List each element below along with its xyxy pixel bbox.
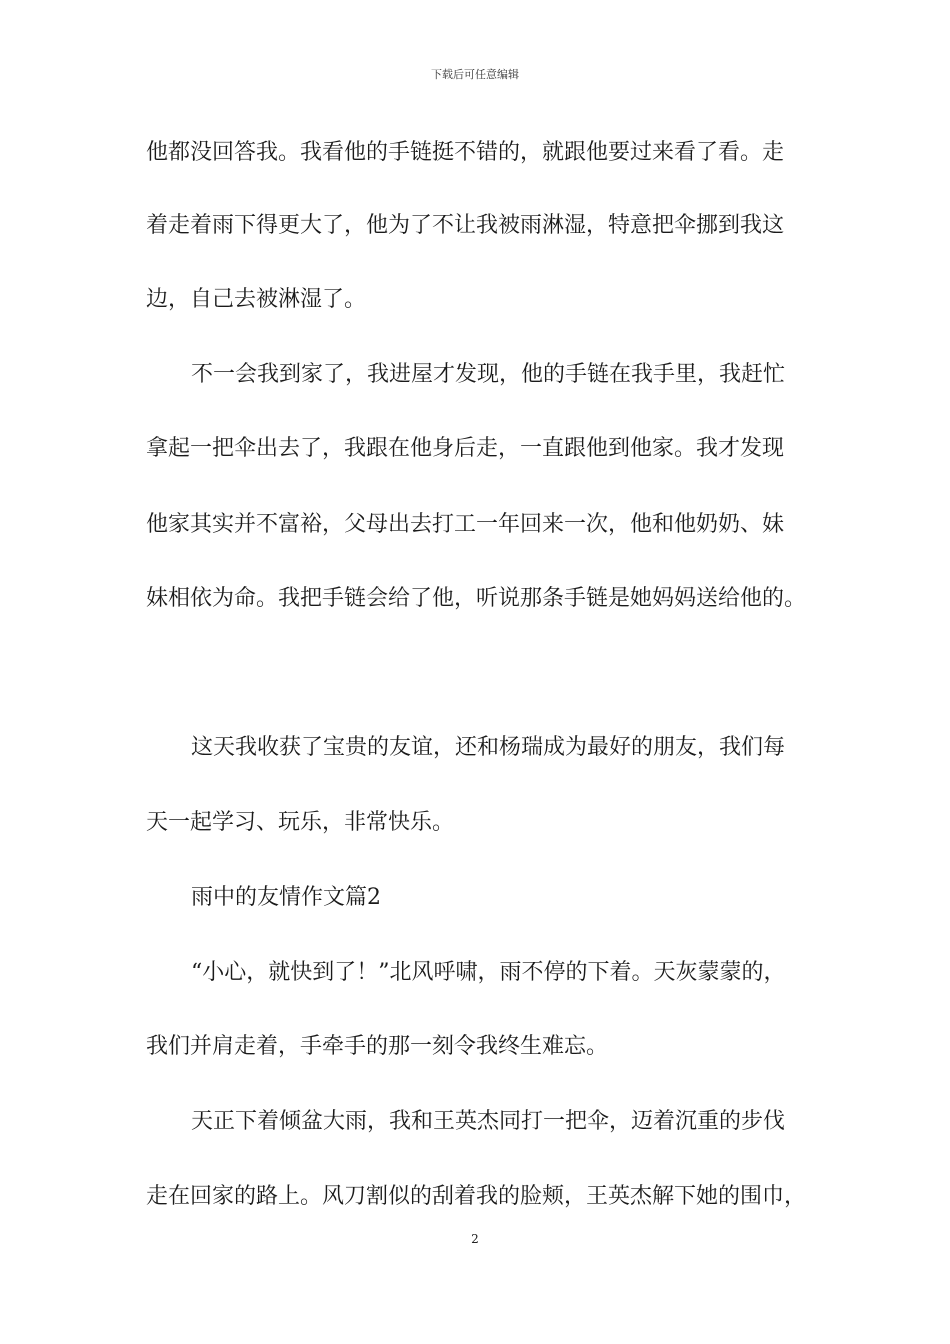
text-line: 边，自己去被淋湿了。 xyxy=(146,287,367,312)
text-line: 他家其实并不富裕，父母出去打工一年回来一次，他和他奶奶、妹 xyxy=(146,512,785,537)
text-line: 拿起一把伞出去了，我跟在他身后走，一直跟他到他家。我才发现 xyxy=(146,436,785,461)
page-number: 2 xyxy=(471,1232,479,1246)
text-line: 不一会我到家了，我进屋才发现，他的手链在我手里，我赶忙 xyxy=(191,362,786,387)
text-line: 妹相依为命。我把手链会给了他，听说那条手链是她妈妈送给他的。 xyxy=(146,586,807,611)
page-header: 下载后可任意编辑 xyxy=(431,68,519,81)
text-line: 天正下着倾盆大雨，我和王英杰同打一把伞，迈着沉重的步伐 xyxy=(191,1109,786,1134)
text-line: 他都没回答我。我看他的手链挺不错的，就跟他要过来看了看。走 xyxy=(146,140,785,165)
text-line: “小心，就快到了！”北风呼啸，雨不停的下着。天灰蒙蒙的， xyxy=(191,960,786,985)
text-line: 天一起学习、玩乐，非常快乐。 xyxy=(146,810,455,835)
text-line: 我们并肩走着，手牵手的那一刻令我终生难忘。 xyxy=(146,1034,609,1059)
section-title: 雨中的友情作文篇2 xyxy=(191,885,381,910)
text-line: 着走着雨下得更大了，他为了不让我被雨淋湿，特意把伞挪到我这 xyxy=(146,213,785,238)
text-line: 走在回家的路上。风刀割似的刮着我的脸颊，王英杰解下她的围巾， xyxy=(146,1184,807,1209)
text-line: 这天我收获了宝贵的友谊，还和杨瑞成为最好的朋友，我们每 xyxy=(191,735,786,760)
